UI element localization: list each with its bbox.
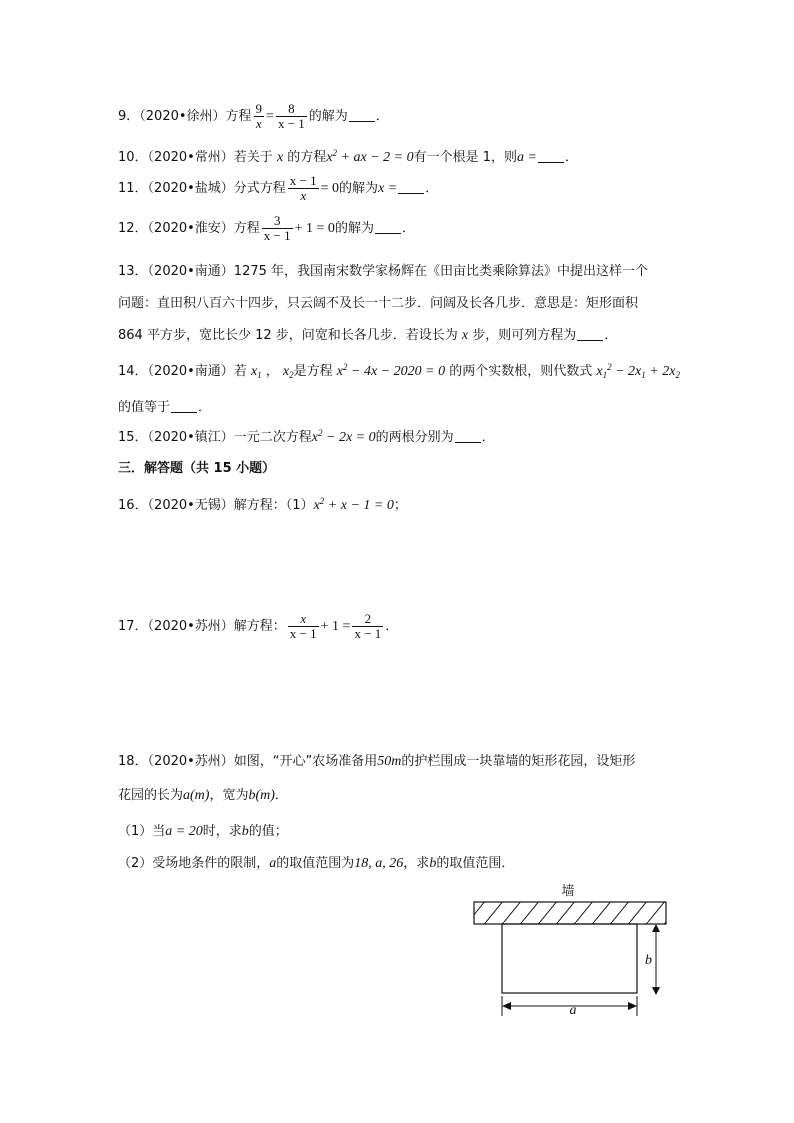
answer-blank <box>349 120 375 122</box>
question-11: 11．（2020•盐城）分式方程 $\frac{x - 1}{x}$ = 0的解为x = ． <box>118 173 439 203</box>
question-18-part-1: （1）当a = 20时，求b的值； <box>118 824 288 839</box>
length-label: a <box>569 1003 577 1018</box>
question-10: 10．（2020•常州）若关于 x 的方程$x^2$ + ax − 2 = 0有一个根是 1，则a = ． <box>118 148 578 165</box>
question-14-line-2: 的值等于 ． <box>118 400 212 415</box>
garden-rectangle <box>502 924 637 993</box>
q10-mid: 的方程 <box>287 150 327 165</box>
q9-suffix: 的解为 <box>308 109 348 124</box>
wall-label: 墙 <box>561 884 575 899</box>
q17-fraction-2: $\frac{2}{x - 1}$ <box>354 611 382 641</box>
q11-after: 的解为 <box>339 181 379 196</box>
q12-prefix: 12．（2020•淮安）方程 <box>118 221 260 236</box>
garden-diagram <box>468 878 678 1023</box>
q9-fraction-1: $\frac{9}{x}$ <box>255 101 263 131</box>
q11-prefix: 11．（2020•盐城）分式方程 <box>118 181 286 196</box>
answer-blank <box>538 161 564 163</box>
q9-prefix: 9．（2020•徐州）方程 <box>118 109 252 124</box>
question-13-line-1: 13．（2020•南通）1275 年，我国南宋数学家杨辉在《田亩比类乘除算法》中提出这样一个 <box>118 264 649 279</box>
answer-blank <box>455 441 481 443</box>
q14-expression: $x_1^2 - 2x_1 + 2x_2$ <box>596 362 680 380</box>
width-label: b <box>645 953 652 968</box>
question-9: 9．（2020•徐州）方程 $\frac{9}{x}$ = $\frac{8}{x - 1}$ 的解为 ． <box>118 101 389 131</box>
q10-a-equals: a = <box>517 150 537 165</box>
question-14-line-1: 14．（2020•南通）若 $x_1$ ， $x_2$是方程 $x^2 - 4x - 2020 = 0$ 的两个实数根，则代数式 $x_1^2 - 2x_1 + 2x_2$ <box>118 362 680 380</box>
q12-equation: + 1 = 0 <box>294 221 335 236</box>
q12-after: 的解为 <box>334 221 374 236</box>
question-13-line-2: 问题：直田积八百六十四步，只云阔不及长一十二步．问阔及长各几步．意思是：矩形面积 <box>118 296 639 311</box>
q10-equation: + ax − 2 = 0 <box>337 150 414 165</box>
question-18-part-2: （2）受场地条件的限制，a的取值范围为18, a, 26，求b的取值范围． <box>118 856 515 871</box>
q16-equation: + x − 1 = 0 <box>324 498 394 513</box>
question-16: 16．（2020•无锡）解方程：$(1)x^2 + x - 1 = 0$； <box>118 496 407 513</box>
q15-equation: − 2x = 0 <box>322 430 376 445</box>
question-18-line-1: 18．（2020•苏州）如图，“开心”农场准备用50m的护栏围成一块靠墙的矩形花园，设矩形 <box>118 754 636 769</box>
question-15: 15．（2020•镇江）一元二次方程$x^2 - 2x = 0$的两根分别为 ． <box>118 428 495 445</box>
q9-fraction-2: $\frac{8}{x - 1}$ <box>277 101 305 131</box>
answer-blank <box>398 192 424 194</box>
q11-fraction: $\frac{x - 1}{x}$ <box>289 173 317 203</box>
question-18-line-2: 花园的长为a(m)，宽为b(m)． <box>118 788 288 803</box>
question-17: 17．（2020•苏州）解方程： $\frac{x}{x - 1}$ + 1 = $\frac{2}{x - 1}$ ． <box>118 611 399 641</box>
q10-prefix: 10．（2020•常州）若关于 <box>118 150 273 165</box>
q12-fraction: $\frac{3}{x - 1}$ <box>263 213 291 243</box>
answer-blank <box>577 339 603 341</box>
question-12: 12．（2020•淮安）方程 $\frac{3}{x - 1}$ + 1 = 0的解为 ． <box>118 213 415 243</box>
answer-blank <box>375 232 401 234</box>
q10-after: 有一个根是 1，则 <box>413 150 517 165</box>
q14-equation: − 4x − 2020 = 0 <box>347 364 446 379</box>
q11-x-equals: x = <box>378 181 398 196</box>
section-heading: 三．解答题（共 15 小题） <box>118 461 276 476</box>
wall <box>474 902 666 924</box>
q11-equation: = 0 <box>320 181 340 196</box>
q17-fraction-1: $\frac{x}{x - 1}$ <box>289 611 317 641</box>
answer-blank <box>171 411 197 413</box>
question-13-line-3: 864 平方步，宽比长少 12 步，问宽和长各几步．若设长为 x 步，则可列方程为 ． <box>118 328 618 343</box>
